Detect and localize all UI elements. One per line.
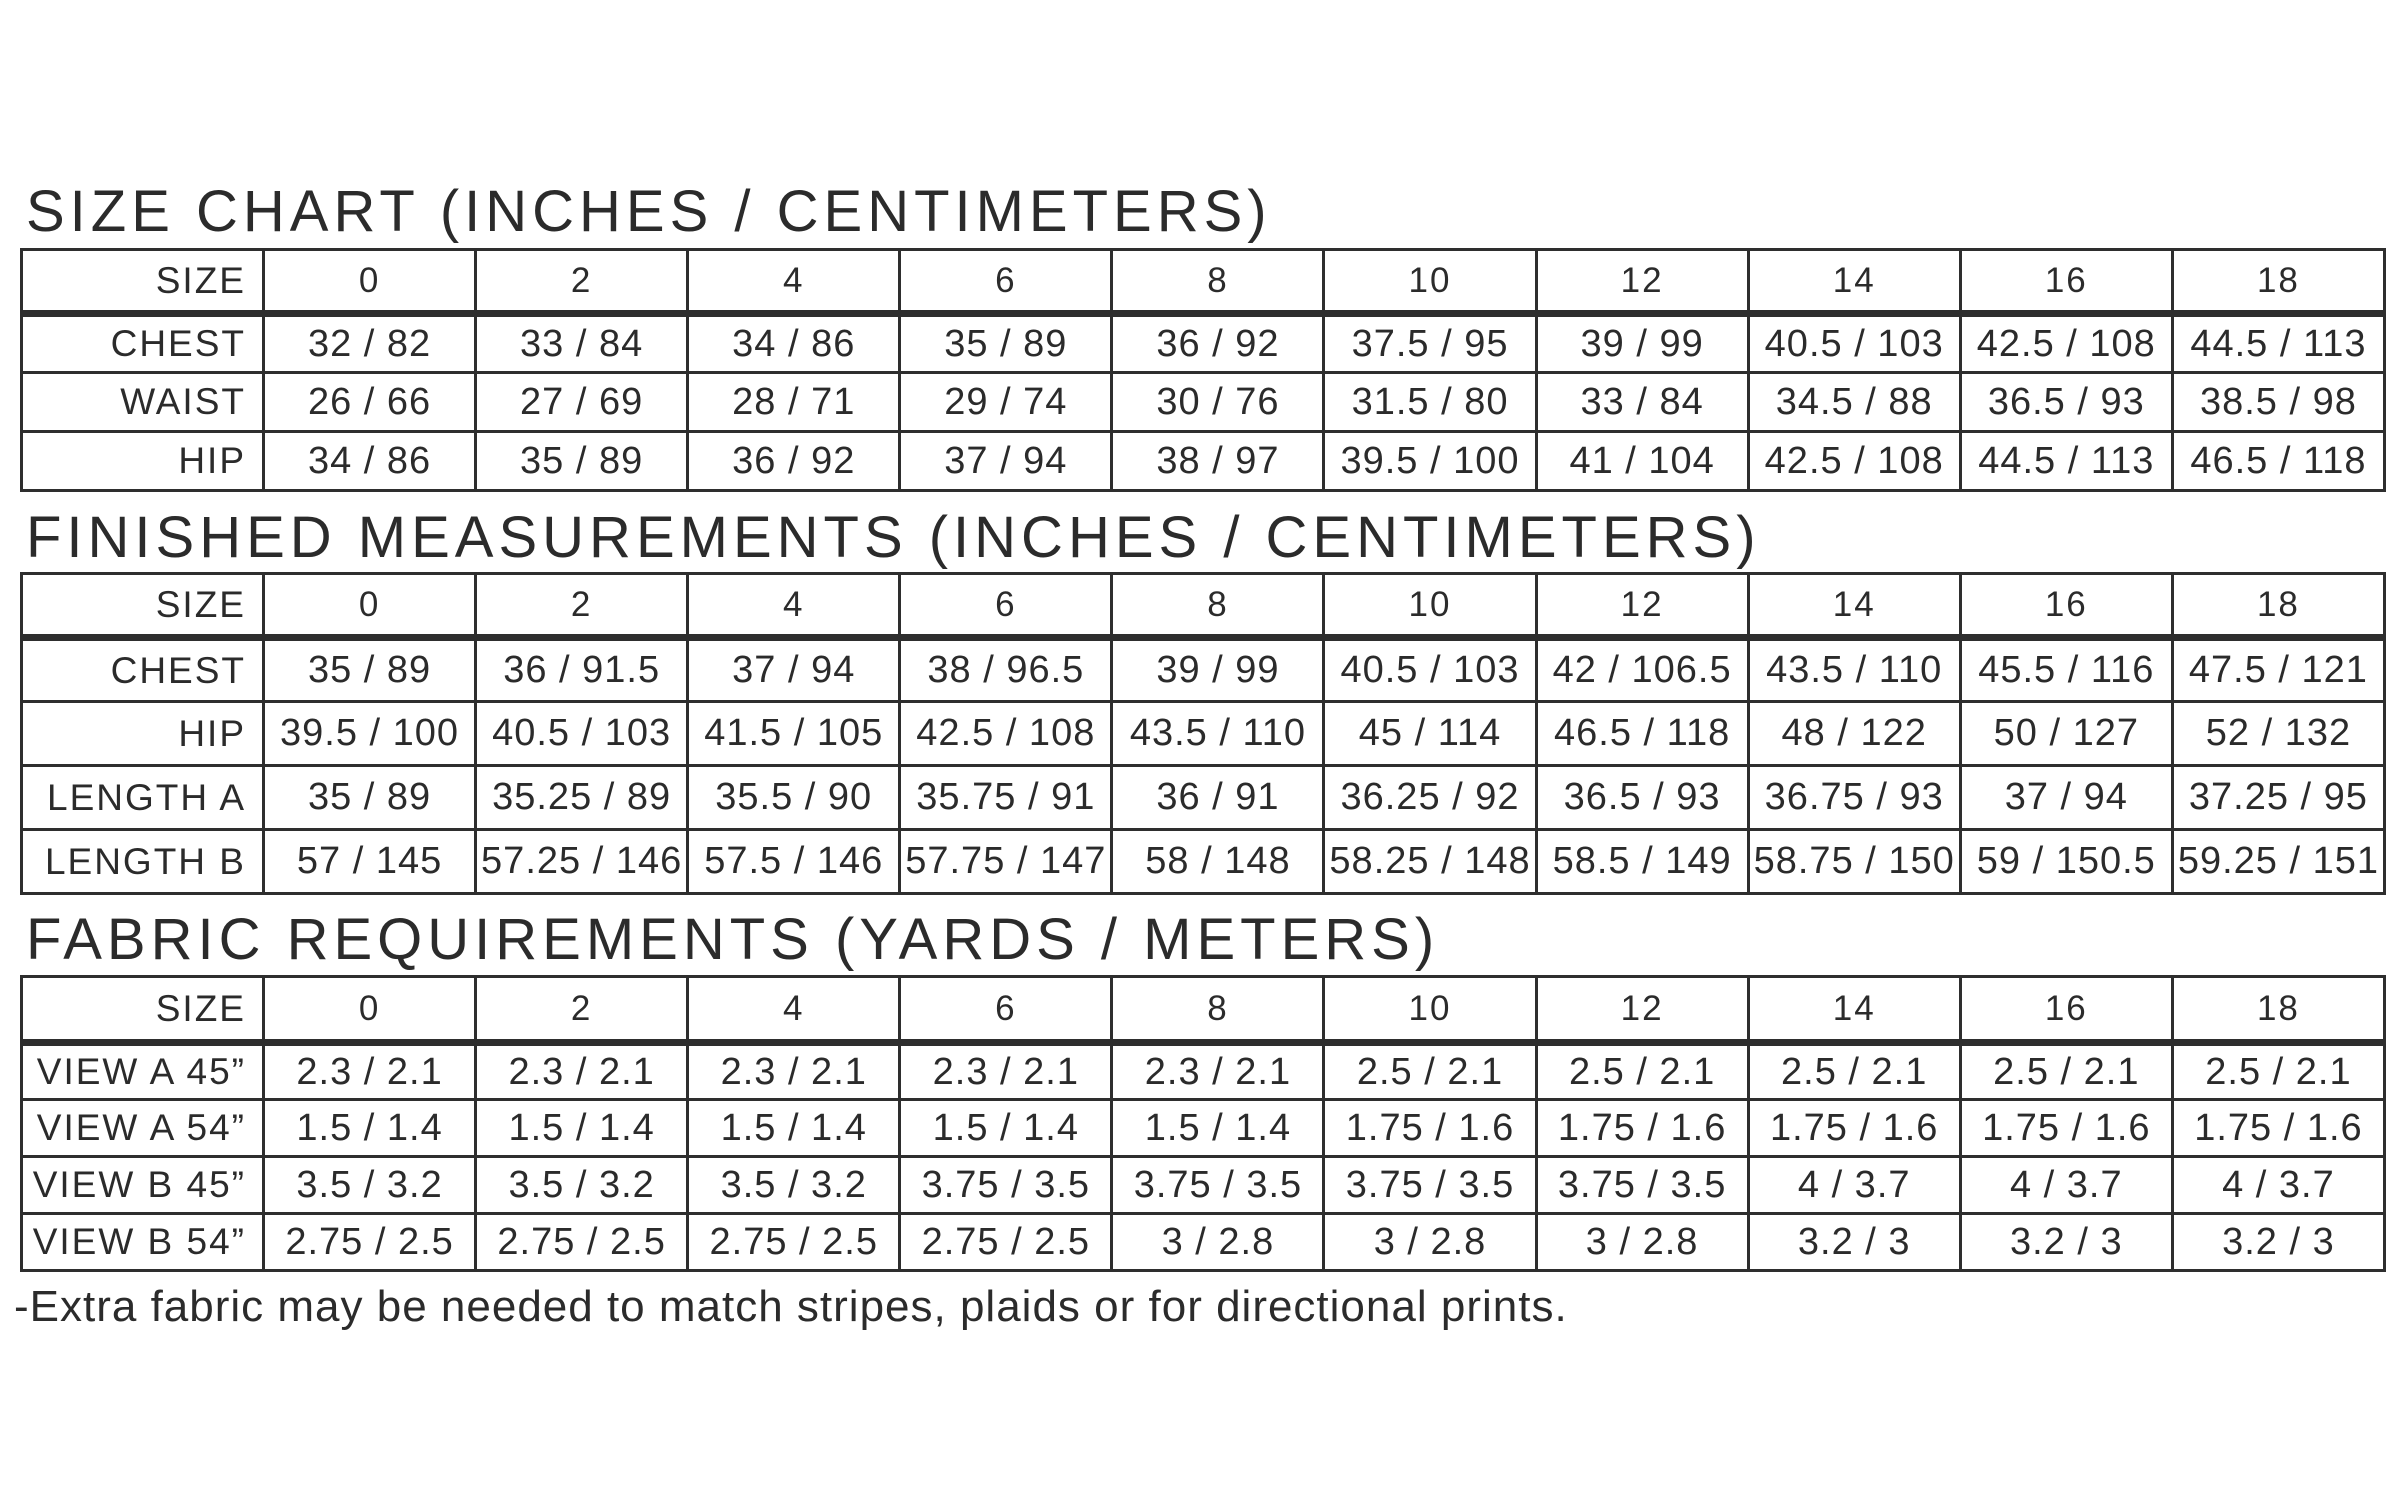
value-cell: 33 / 84 xyxy=(476,314,688,373)
row-label: VIEW A 54” xyxy=(22,1100,264,1157)
fabric-requirements-row xyxy=(22,1214,2385,1271)
value-cell: 3 / 2.8 xyxy=(1536,1214,1748,1271)
value-cell: 37.5 / 95 xyxy=(1324,314,1536,373)
finished-measurements-corner-label: SIZE xyxy=(22,574,264,638)
value-cell: 32 / 82 xyxy=(264,314,476,373)
row-label: VIEW A 45” xyxy=(22,1043,264,1100)
fabric-requirements-size-header-6: 6 xyxy=(900,977,1112,1043)
value-cell: 1.75 / 1.6 xyxy=(2172,1100,2384,1157)
value-cell: 36.25 / 92 xyxy=(1324,766,1536,830)
size-chart-row xyxy=(22,373,2385,432)
value-cell: 36 / 91 xyxy=(1112,766,1324,830)
value-cell: 35.75 / 91 xyxy=(900,766,1112,830)
size-chart-size-header-8: 8 xyxy=(1112,250,1324,314)
fabric-requirements-table xyxy=(20,975,2386,1272)
size-chart-size-header-12: 12 xyxy=(1536,250,1748,314)
fabric-requirements-row xyxy=(22,1043,2385,1100)
value-cell: 34 / 86 xyxy=(264,432,476,491)
value-cell: 2.5 / 2.1 xyxy=(2172,1043,2384,1100)
value-cell: 57.5 / 146 xyxy=(688,830,900,894)
value-cell: 38 / 96.5 xyxy=(900,638,1112,702)
value-cell: 35 / 89 xyxy=(476,432,688,491)
value-cell: 3.2 / 3 xyxy=(2172,1214,2384,1271)
value-cell: 2.3 / 2.1 xyxy=(264,1043,476,1100)
value-cell: 47.5 / 121 xyxy=(2172,638,2384,702)
value-cell: 3.5 / 3.2 xyxy=(688,1157,900,1214)
row-label: VIEW B 54” xyxy=(22,1214,264,1271)
size-chart-row xyxy=(22,314,2385,373)
value-cell: 44.5 / 113 xyxy=(1960,432,2172,491)
value-cell: 48 / 122 xyxy=(1748,702,1960,766)
value-cell: 40.5 / 103 xyxy=(1324,638,1536,702)
value-cell: 36 / 92 xyxy=(1112,314,1324,373)
value-cell: 36.75 / 93 xyxy=(1748,766,1960,830)
extra-fabric-footnote: -Extra fabric may be needed to match stripes, plaids or for directional prints. xyxy=(14,1282,1568,1331)
value-cell: 38.5 / 98 xyxy=(2172,373,2384,432)
value-cell: 35 / 89 xyxy=(900,314,1112,373)
value-cell: 2.3 / 2.1 xyxy=(900,1043,1112,1100)
value-cell: 38 / 97 xyxy=(1112,432,1324,491)
value-cell: 3.2 / 3 xyxy=(1960,1214,2172,1271)
value-cell: 3 / 2.8 xyxy=(1324,1214,1536,1271)
value-cell: 57.25 / 146 xyxy=(476,830,688,894)
finished-measurements-size-header-14: 14 xyxy=(1748,574,1960,638)
row-label: WAIST xyxy=(22,373,264,432)
size-chart-size-header-16: 16 xyxy=(1960,250,2172,314)
value-cell: 2.5 / 2.1 xyxy=(1324,1043,1536,1100)
fabric-requirements-size-header-4: 4 xyxy=(688,977,900,1043)
value-cell: 1.5 / 1.4 xyxy=(1112,1100,1324,1157)
row-label: HIP xyxy=(22,432,264,491)
value-cell: 45 / 114 xyxy=(1324,702,1536,766)
value-cell: 1.5 / 1.4 xyxy=(476,1100,688,1157)
size-chart-title: SIZE CHART (INCHES / CENTIMETERS) xyxy=(26,179,1272,244)
finished-measurements-title: FINISHED MEASUREMENTS (INCHES / CENTIMETERS) xyxy=(26,505,1761,570)
value-cell: 39.5 / 100 xyxy=(264,702,476,766)
value-cell: 41 / 104 xyxy=(1536,432,1748,491)
value-cell: 26 / 66 xyxy=(264,373,476,432)
value-cell: 58.75 / 150 xyxy=(1748,830,1960,894)
finished-measurements-size-header-16: 16 xyxy=(1960,574,2172,638)
value-cell: 43.5 / 110 xyxy=(1112,702,1324,766)
value-cell: 43.5 / 110 xyxy=(1748,638,1960,702)
value-cell: 2.75 / 2.5 xyxy=(900,1214,1112,1271)
value-cell: 59.25 / 151 xyxy=(2172,830,2384,894)
value-cell: 29 / 74 xyxy=(900,373,1112,432)
fabric-requirements-size-header-2: 2 xyxy=(476,977,688,1043)
value-cell: 1.75 / 1.6 xyxy=(1324,1100,1536,1157)
value-cell: 2.75 / 2.5 xyxy=(476,1214,688,1271)
finished-measurements-table xyxy=(20,572,2386,895)
row-label: LENGTH B xyxy=(22,830,264,894)
value-cell: 42.5 / 108 xyxy=(1960,314,2172,373)
row-label: CHEST xyxy=(22,638,264,702)
size-chart-row xyxy=(22,432,2385,491)
fabric-requirements-size-header-18: 18 xyxy=(2172,977,2384,1043)
value-cell: 35 / 89 xyxy=(264,766,476,830)
finished-measurements-size-header-0: 0 xyxy=(264,574,476,638)
fabric-requirements-row xyxy=(22,1100,2385,1157)
value-cell: 3.5 / 3.2 xyxy=(476,1157,688,1214)
value-cell: 42.5 / 108 xyxy=(1748,432,1960,491)
size-chart-size-header-4: 4 xyxy=(688,250,900,314)
value-cell: 36 / 92 xyxy=(688,432,900,491)
fabric-requirements-size-header-0: 0 xyxy=(264,977,476,1043)
fabric-requirements-size-header-16: 16 xyxy=(1960,977,2172,1043)
value-cell: 3 / 2.8 xyxy=(1112,1214,1324,1271)
value-cell: 1.5 / 1.4 xyxy=(264,1100,476,1157)
finished-measurements-row xyxy=(22,830,2385,894)
value-cell: 1.5 / 1.4 xyxy=(688,1100,900,1157)
value-cell: 2.5 / 2.1 xyxy=(1748,1043,1960,1100)
value-cell: 2.3 / 2.1 xyxy=(1112,1043,1324,1100)
finished-measurements-size-header-2: 2 xyxy=(476,574,688,638)
value-cell: 2.3 / 2.1 xyxy=(688,1043,900,1100)
value-cell: 58.5 / 149 xyxy=(1536,830,1748,894)
value-cell: 36 / 91.5 xyxy=(476,638,688,702)
finished-measurements-size-header-6: 6 xyxy=(900,574,1112,638)
value-cell: 31.5 / 80 xyxy=(1324,373,1536,432)
finished-measurements-row xyxy=(22,766,2385,830)
size-chart-size-header-10: 10 xyxy=(1324,250,1536,314)
value-cell: 57.75 / 147 xyxy=(900,830,1112,894)
finished-measurements-size-header-8: 8 xyxy=(1112,574,1324,638)
value-cell: 1.75 / 1.6 xyxy=(1748,1100,1960,1157)
value-cell: 4 / 3.7 xyxy=(2172,1157,2384,1214)
value-cell: 3.75 / 3.5 xyxy=(1324,1157,1536,1214)
value-cell: 41.5 / 105 xyxy=(688,702,900,766)
fabric-requirements-row xyxy=(22,1157,2385,1214)
fabric-requirements-corner-label: SIZE xyxy=(22,977,264,1043)
value-cell: 3.75 / 3.5 xyxy=(1112,1157,1324,1214)
value-cell: 28 / 71 xyxy=(688,373,900,432)
size-chart-size-header-14: 14 xyxy=(1748,250,1960,314)
value-cell: 2.3 / 2.1 xyxy=(476,1043,688,1100)
value-cell: 1.75 / 1.6 xyxy=(1536,1100,1748,1157)
value-cell: 58 / 148 xyxy=(1112,830,1324,894)
value-cell: 30 / 76 xyxy=(1112,373,1324,432)
value-cell: 1.75 / 1.6 xyxy=(1960,1100,2172,1157)
value-cell: 52 / 132 xyxy=(2172,702,2384,766)
finished-measurements-size-header-18: 18 xyxy=(2172,574,2384,638)
value-cell: 35 / 89 xyxy=(264,638,476,702)
value-cell: 37 / 94 xyxy=(900,432,1112,491)
value-cell: 46.5 / 118 xyxy=(2172,432,2384,491)
value-cell: 37.25 / 95 xyxy=(2172,766,2384,830)
value-cell: 59 / 150.5 xyxy=(1960,830,2172,894)
value-cell: 37 / 94 xyxy=(1960,766,2172,830)
size-chart-size-header-0: 0 xyxy=(264,250,476,314)
value-cell: 36.5 / 93 xyxy=(1960,373,2172,432)
size-chart-size-header-2: 2 xyxy=(476,250,688,314)
value-cell: 42 / 106.5 xyxy=(1536,638,1748,702)
value-cell: 4 / 3.7 xyxy=(1748,1157,1960,1214)
fabric-requirements-size-header-14: 14 xyxy=(1748,977,1960,1043)
value-cell: 3.2 / 3 xyxy=(1748,1214,1960,1271)
value-cell: 46.5 / 118 xyxy=(1536,702,1748,766)
value-cell: 39 / 99 xyxy=(1112,638,1324,702)
size-chart-size-header-18: 18 xyxy=(2172,250,2384,314)
fabric-requirements-size-header-8: 8 xyxy=(1112,977,1324,1043)
value-cell: 40.5 / 103 xyxy=(1748,314,1960,373)
value-cell: 3.75 / 3.5 xyxy=(900,1157,1112,1214)
fabric-requirements-size-header-10: 10 xyxy=(1324,977,1536,1043)
size-chart-header-row xyxy=(22,250,2385,314)
value-cell: 35.25 / 89 xyxy=(476,766,688,830)
value-cell: 37 / 94 xyxy=(688,638,900,702)
fabric-requirements-size-header-12: 12 xyxy=(1536,977,1748,1043)
size-chart-size-header-6: 6 xyxy=(900,250,1112,314)
value-cell: 3.5 / 3.2 xyxy=(264,1157,476,1214)
fabric-requirements-header-row xyxy=(22,977,2385,1043)
fabric-requirements-title: FABRIC REQUIREMENTS (YARDS / METERS) xyxy=(26,907,1440,972)
value-cell: 4 / 3.7 xyxy=(1960,1157,2172,1214)
finished-measurements-size-header-12: 12 xyxy=(1536,574,1748,638)
finished-measurements-row xyxy=(22,638,2385,702)
finished-measurements-size-header-10: 10 xyxy=(1324,574,1536,638)
value-cell: 36.5 / 93 xyxy=(1536,766,1748,830)
value-cell: 1.5 / 1.4 xyxy=(900,1100,1112,1157)
value-cell: 2.75 / 2.5 xyxy=(264,1214,476,1271)
finished-measurements-size-header-4: 4 xyxy=(688,574,900,638)
finished-measurements-row xyxy=(22,702,2385,766)
row-label: CHEST xyxy=(22,314,264,373)
value-cell: 35.5 / 90 xyxy=(688,766,900,830)
value-cell: 39.5 / 100 xyxy=(1324,432,1536,491)
row-label: HIP xyxy=(22,702,264,766)
size-chart-corner-label: SIZE xyxy=(22,250,264,314)
value-cell: 34.5 / 88 xyxy=(1748,373,1960,432)
finished-measurements-header-row xyxy=(22,574,2385,638)
value-cell: 58.25 / 148 xyxy=(1324,830,1536,894)
value-cell: 42.5 / 108 xyxy=(900,702,1112,766)
value-cell: 39 / 99 xyxy=(1536,314,1748,373)
row-label: VIEW B 45” xyxy=(22,1157,264,1214)
value-cell: 40.5 / 103 xyxy=(476,702,688,766)
value-cell: 27 / 69 xyxy=(476,373,688,432)
value-cell: 44.5 / 113 xyxy=(2172,314,2384,373)
value-cell: 50 / 127 xyxy=(1960,702,2172,766)
value-cell: 33 / 84 xyxy=(1536,373,1748,432)
value-cell: 2.5 / 2.1 xyxy=(1536,1043,1748,1100)
size-chart-table xyxy=(20,248,2386,492)
value-cell: 3.75 / 3.5 xyxy=(1536,1157,1748,1214)
value-cell: 45.5 / 116 xyxy=(1960,638,2172,702)
value-cell: 57 / 145 xyxy=(264,830,476,894)
value-cell: 2.75 / 2.5 xyxy=(688,1214,900,1271)
row-label: LENGTH A xyxy=(22,766,264,830)
value-cell: 2.5 / 2.1 xyxy=(1960,1043,2172,1100)
value-cell: 34 / 86 xyxy=(688,314,900,373)
